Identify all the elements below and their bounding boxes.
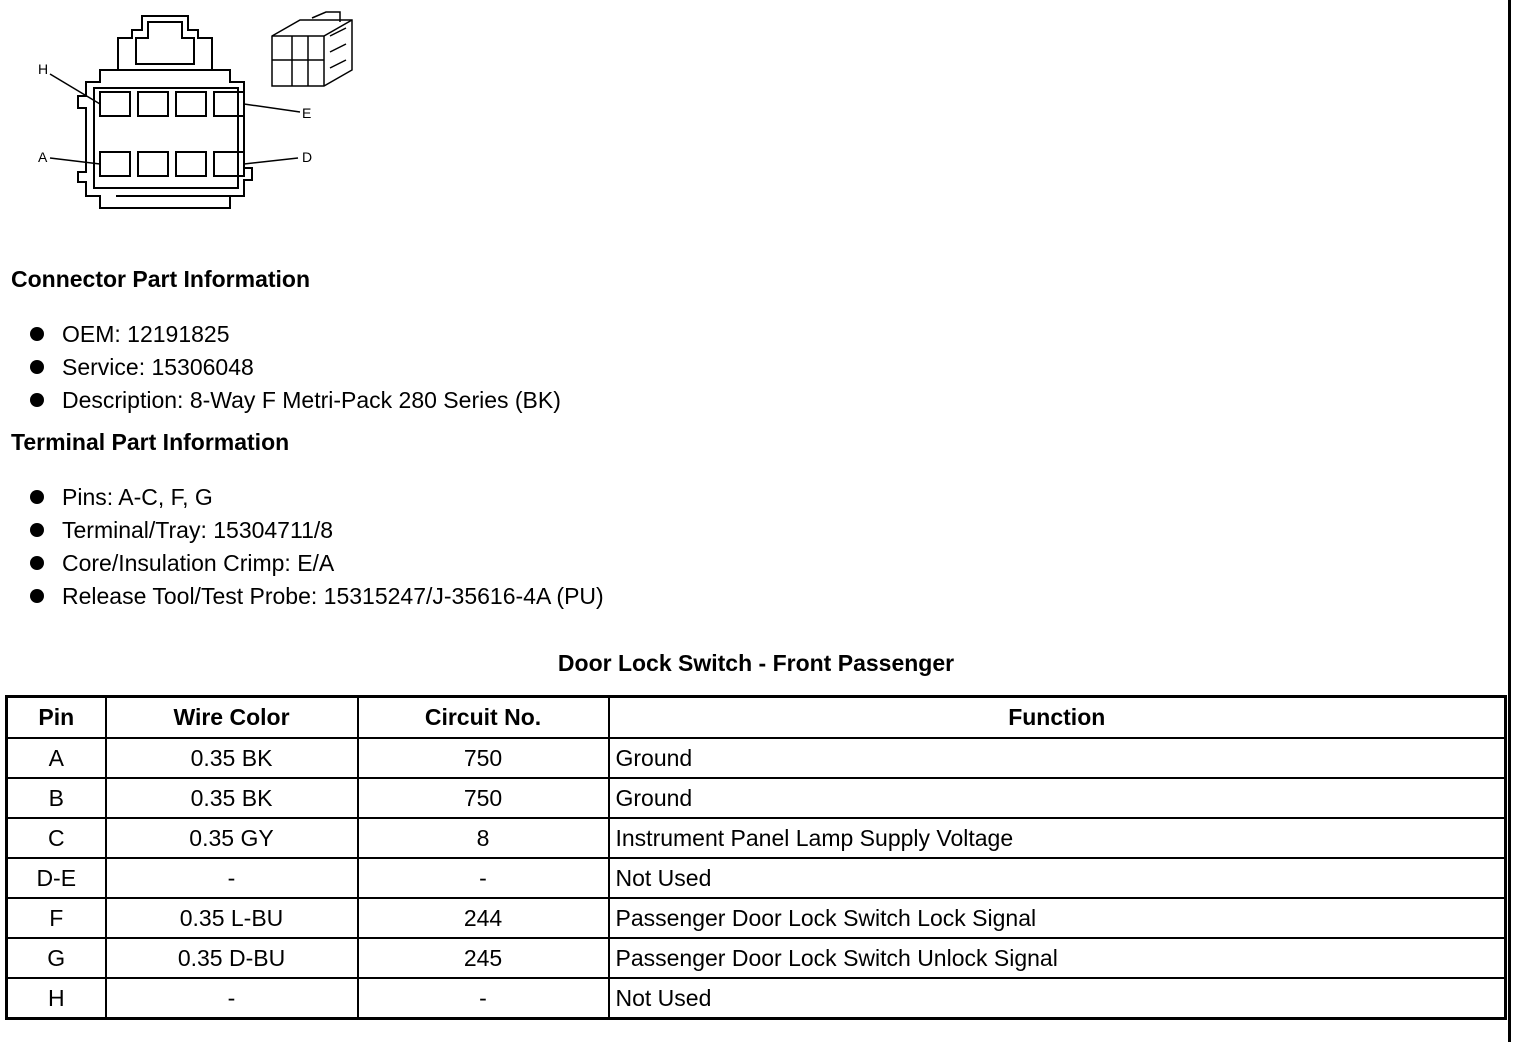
pin-table (5, 695, 1507, 1020)
table-row (7, 858, 1506, 898)
connector-info-heading: Connector Part Information (11, 266, 311, 292)
list-item (28, 580, 604, 613)
table-row (7, 818, 1506, 858)
connector-info-list (28, 318, 561, 417)
cell-function: Not Used (609, 978, 1506, 1019)
bullet-icon (30, 393, 44, 407)
bullet-icon (30, 556, 44, 570)
list-item (28, 481, 604, 514)
table-title: Door Lock Switch - Front Passenger (557, 650, 955, 676)
table-header-row (7, 697, 1506, 739)
bullet-icon (30, 327, 44, 341)
table-row (7, 778, 1506, 818)
table-row (7, 938, 1506, 978)
list-item-text: Terminal/Tray: 15304711/8 (62, 517, 334, 543)
cell-function: Ground (609, 778, 1506, 818)
pin-label-d: D (302, 149, 313, 165)
cell-circuit-no: 245 (358, 938, 609, 978)
cell-wire-color: 0.35 GY (106, 818, 358, 858)
pin-label-e: E (302, 105, 312, 121)
bullet-icon (30, 360, 44, 374)
cell-circuit-no: - (358, 858, 609, 898)
cell-circuit-no: 8 (358, 818, 609, 858)
list-item-text: Release Tool/Test Probe: 15315247/J-35616-4A (PU) (62, 583, 604, 609)
list-item (28, 514, 604, 547)
cell-pin: H (7, 978, 106, 1019)
list-item-text: OEM: 12191825 (62, 321, 230, 347)
cell-wire-color: 0.35 BK (106, 778, 358, 818)
list-item-text: Core/Insulation Crimp: E/A (62, 550, 335, 576)
terminal-info-list (28, 481, 604, 613)
table-row (7, 738, 1506, 778)
cell-wire-color: - (106, 978, 358, 1019)
list-item (28, 351, 561, 384)
cell-circuit-no: - (358, 978, 609, 1019)
pin-label-h: H (38, 61, 49, 77)
cell-pin: A (7, 738, 106, 778)
cell-wire-color: - (106, 858, 358, 898)
list-item-text: Service: 15306048 (62, 354, 254, 380)
cell-circuit-no: 750 (358, 778, 609, 818)
cell-wire-color: 0.35 L-BU (106, 898, 358, 938)
list-item-text: Description: 8-Way F Metri-Pack 280 Series (BK) (62, 387, 561, 413)
list-item (28, 384, 561, 417)
terminal-info-heading: Terminal Part Information (11, 429, 290, 455)
bullet-icon (30, 490, 44, 504)
table-row (7, 898, 1506, 938)
cell-pin: B (7, 778, 106, 818)
cell-function: Passenger Door Lock Switch Lock Signal (609, 898, 1506, 938)
cell-pin: G (7, 938, 106, 978)
header-wire-color: Wire Color (106, 697, 358, 739)
list-item-text: Pins: A-C, F, G (62, 484, 213, 510)
list-item (28, 318, 561, 351)
cell-function: Passenger Door Lock Switch Unlock Signal (609, 938, 1506, 978)
pin-label-a: A (38, 149, 48, 165)
cell-pin: C (7, 818, 106, 858)
cell-function: Ground (609, 738, 1506, 778)
cell-function: Not Used (609, 858, 1506, 898)
cell-wire-color: 0.35 D-BU (106, 938, 358, 978)
cell-function: Instrument Panel Lamp Supply Voltage (609, 818, 1506, 858)
cell-pin: D-E (7, 858, 106, 898)
table-row (7, 978, 1506, 1019)
page-right-border (1508, 0, 1511, 1042)
header-circuit-no: Circuit No. (358, 697, 609, 739)
cell-circuit-no: 244 (358, 898, 609, 938)
cell-circuit-no: 750 (358, 738, 609, 778)
bullet-icon (30, 589, 44, 603)
cell-pin: F (7, 898, 106, 938)
header-pin: Pin (7, 697, 106, 739)
list-item (28, 547, 604, 580)
bullet-icon (30, 523, 44, 537)
connector-diagram (30, 8, 370, 218)
header-function: Function (609, 697, 1506, 739)
cell-wire-color: 0.35 BK (106, 738, 358, 778)
